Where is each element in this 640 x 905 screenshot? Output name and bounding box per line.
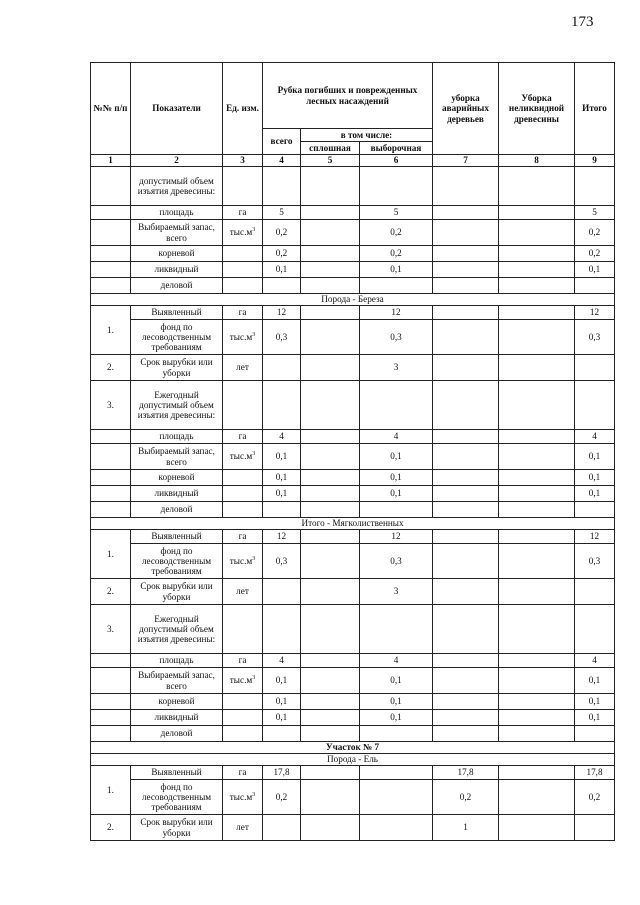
unit-cell	[223, 278, 263, 294]
value-total-all	[263, 278, 301, 294]
table-row	[91, 654, 615, 668]
column-number: 6	[360, 155, 433, 167]
row-number	[91, 726, 131, 742]
indicator-cell: Срок вырубки или уборки	[131, 815, 223, 841]
value-emergency	[433, 262, 499, 278]
value-emergency	[433, 444, 499, 470]
unit-cell: лет	[223, 579, 263, 605]
value-emergency	[433, 502, 499, 518]
indicator-cell: деловой	[131, 278, 223, 294]
value-clear	[301, 355, 360, 381]
indicator-cell: Срок вырубки или уборки	[131, 579, 223, 605]
value-illiquid	[499, 726, 575, 742]
value-total: 0,1	[575, 262, 615, 278]
row-number	[91, 262, 131, 278]
indicator-cell: Выявленный	[131, 766, 223, 780]
value-total: 0,3	[575, 544, 615, 579]
header-unit: Ед. изм.	[223, 63, 263, 155]
value-illiquid	[499, 766, 575, 780]
value-selective: 12	[360, 306, 433, 320]
unit-cell: га	[223, 430, 263, 444]
unit-cell	[223, 694, 263, 710]
value-total	[575, 381, 615, 430]
row-number: 2.	[91, 815, 131, 841]
value-emergency	[433, 579, 499, 605]
value-illiquid	[499, 206, 575, 220]
unit-cell: $тыс.м^3$	[223, 544, 263, 579]
unit-cell: га	[223, 206, 263, 220]
indicator-cell: деловой	[131, 726, 223, 742]
value-illiquid	[499, 220, 575, 246]
unit-cell: $тыс.м^3$	[223, 220, 263, 246]
table-row	[91, 710, 615, 726]
table-row	[91, 815, 615, 841]
unit-cell	[223, 605, 263, 654]
unit-cell: $тыс.м^3$	[223, 320, 263, 355]
value-total-all: 17,8	[263, 766, 301, 780]
unit-cell: га	[223, 306, 263, 320]
value-emergency	[433, 694, 499, 710]
value-total-all: 0,2	[263, 220, 301, 246]
value-emergency	[433, 278, 499, 294]
value-illiquid	[499, 668, 575, 694]
row-number	[91, 278, 131, 294]
value-total: 0,1	[575, 694, 615, 710]
value-total-all: 12	[263, 530, 301, 544]
value-illiquid	[499, 486, 575, 502]
section-title: Итого - Мягколиственных	[91, 518, 615, 530]
section-title: Порода - Ель	[91, 754, 615, 766]
value-total-all: 4	[263, 430, 301, 444]
value-total-all: 0,2	[263, 780, 301, 815]
row-number	[91, 486, 131, 502]
value-clear	[301, 579, 360, 605]
value-selective: 0,1	[360, 694, 433, 710]
table-row	[91, 780, 615, 815]
value-total: 0,1	[575, 444, 615, 470]
value-selective	[360, 381, 433, 430]
value-total-all	[263, 815, 301, 841]
header-illiquid: Уборка неликвидной древесины	[499, 63, 575, 155]
table-row	[91, 579, 615, 605]
value-total-all: 0,1	[263, 486, 301, 502]
value-total: 0,2	[575, 220, 615, 246]
value-total-all: 5	[263, 206, 301, 220]
value-total-all: 0,1	[263, 262, 301, 278]
indicator-cell: ликвидный	[131, 262, 223, 278]
value-illiquid	[499, 430, 575, 444]
section-title: Порода - Береза	[91, 294, 615, 306]
value-clear	[301, 470, 360, 486]
value-selective: 0,2	[360, 220, 433, 246]
unit-cell	[223, 167, 263, 206]
value-total: 4	[575, 654, 615, 668]
value-emergency	[433, 220, 499, 246]
value-selective	[360, 726, 433, 742]
value-illiquid	[499, 355, 575, 381]
section-row	[91, 742, 615, 754]
section-row	[91, 754, 615, 766]
value-total	[575, 167, 615, 206]
value-illiquid	[499, 246, 575, 262]
column-number: 8	[499, 155, 575, 167]
column-number: 7	[433, 155, 499, 167]
table-row	[91, 278, 615, 294]
value-total-all: 0,1	[263, 710, 301, 726]
row-number	[91, 694, 131, 710]
value-total-all	[263, 579, 301, 605]
value-selective: 0,2	[360, 246, 433, 262]
value-total-all	[263, 502, 301, 518]
value-emergency	[433, 306, 499, 320]
value-clear	[301, 206, 360, 220]
value-illiquid	[499, 444, 575, 470]
unit-cell	[223, 486, 263, 502]
value-clear	[301, 668, 360, 694]
value-total: 4	[575, 430, 615, 444]
indicator-cell: Ежегодный допустимый объем изъятия древесины:	[131, 605, 223, 654]
indicator-cell: площадь	[131, 430, 223, 444]
indicator-cell: Выбираемый запас, всего	[131, 668, 223, 694]
row-number: 1.	[91, 306, 131, 355]
table-row	[91, 355, 615, 381]
value-total-all: 0,1	[263, 444, 301, 470]
section-row	[91, 294, 615, 306]
value-clear	[301, 710, 360, 726]
value-selective: 3	[360, 355, 433, 381]
value-total-all	[263, 381, 301, 430]
indicator-cell: допустимый объем изъятия древесины:	[131, 167, 223, 206]
value-illiquid	[499, 167, 575, 206]
column-numbers-row	[91, 155, 615, 167]
unit-cell: $тыс.м^3$	[223, 780, 263, 815]
header-emergency: уборка аварийных деревьев	[433, 63, 499, 155]
value-emergency	[433, 668, 499, 694]
value-emergency	[433, 246, 499, 262]
header-selective: выборочная	[360, 142, 433, 155]
table-row	[91, 766, 615, 780]
value-emergency	[433, 710, 499, 726]
value-total-all: 0,2	[263, 246, 301, 262]
table-body	[91, 167, 615, 841]
row-number	[91, 654, 131, 668]
value-clear	[301, 320, 360, 355]
value-emergency: 1	[433, 815, 499, 841]
value-selective: 3	[360, 579, 433, 605]
unit-cell	[223, 470, 263, 486]
value-total-all: 0,1	[263, 694, 301, 710]
unit-cell: лет	[223, 355, 263, 381]
table-row	[91, 167, 615, 206]
value-emergency	[433, 381, 499, 430]
value-total	[575, 815, 615, 841]
table-row	[91, 206, 615, 220]
value-selective: 0,1	[360, 470, 433, 486]
value-emergency	[433, 530, 499, 544]
header-including: в том числе:	[301, 129, 433, 142]
indicator-cell: Ежегодный допустимый объем изъятия древесины:	[131, 381, 223, 430]
row-number	[91, 470, 131, 486]
value-total: 0,3	[575, 320, 615, 355]
value-illiquid	[499, 502, 575, 518]
value-total	[575, 355, 615, 381]
value-selective	[360, 278, 433, 294]
value-emergency	[433, 605, 499, 654]
row-number: 1.	[91, 766, 131, 815]
indicator-cell: корневой	[131, 470, 223, 486]
value-illiquid	[499, 605, 575, 654]
column-number: 2	[131, 155, 223, 167]
page-number: 173	[571, 14, 594, 30]
value-total	[575, 502, 615, 518]
value-selective	[360, 167, 433, 206]
value-clear	[301, 246, 360, 262]
indicator-cell: Выбираемый запас, всего	[131, 444, 223, 470]
unit-cell: га	[223, 654, 263, 668]
value-emergency	[433, 726, 499, 742]
value-total: 12	[575, 530, 615, 544]
value-selective: 12	[360, 530, 433, 544]
value-emergency	[433, 544, 499, 579]
value-illiquid	[499, 320, 575, 355]
table-row	[91, 605, 615, 654]
header-felling-group: Рубка погибших и поврежденных лесных насаждений	[263, 63, 433, 129]
value-selective: 0,1	[360, 444, 433, 470]
indicator-cell: площадь	[131, 206, 223, 220]
value-illiquid	[499, 710, 575, 726]
indicator-cell: корневой	[131, 246, 223, 262]
row-number: 3.	[91, 381, 131, 430]
value-clear	[301, 262, 360, 278]
value-clear	[301, 726, 360, 742]
value-clear	[301, 544, 360, 579]
value-clear	[301, 381, 360, 430]
table-row	[91, 530, 615, 544]
value-illiquid	[499, 694, 575, 710]
column-number: 3	[223, 155, 263, 167]
value-emergency: 0,2	[433, 780, 499, 815]
value-total-all: 0,1	[263, 668, 301, 694]
indicator-cell: ликвидный	[131, 486, 223, 502]
value-clear	[301, 430, 360, 444]
unit-cell: $тыс.м^3$	[223, 444, 263, 470]
value-total-all: 0,3	[263, 320, 301, 355]
value-total-all	[263, 605, 301, 654]
value-total-all: 4	[263, 654, 301, 668]
unit-cell	[223, 726, 263, 742]
value-total: 0,1	[575, 486, 615, 502]
table-row	[91, 668, 615, 694]
value-clear	[301, 780, 360, 815]
value-illiquid	[499, 470, 575, 486]
unit-cell: $тыс.м^3$	[223, 668, 263, 694]
value-total-all: 0,3	[263, 544, 301, 579]
forestry-table	[90, 62, 615, 841]
row-number: 2.	[91, 355, 131, 381]
value-selective	[360, 815, 433, 841]
column-number: 1	[91, 155, 131, 167]
indicator-cell: фонд по лесоводственным требованиям	[131, 544, 223, 579]
value-clear	[301, 278, 360, 294]
unit-cell	[223, 246, 263, 262]
value-selective	[360, 766, 433, 780]
table-row	[91, 262, 615, 278]
row-number	[91, 206, 131, 220]
value-clear	[301, 502, 360, 518]
value-total-all: 0,1	[263, 470, 301, 486]
indicator-cell: корневой	[131, 694, 223, 710]
value-emergency	[433, 470, 499, 486]
row-number: 1.	[91, 530, 131, 579]
value-total	[575, 278, 615, 294]
row-number	[91, 444, 131, 470]
value-total-all	[263, 726, 301, 742]
value-total: 12	[575, 306, 615, 320]
value-total: 0,1	[575, 470, 615, 486]
value-clear	[301, 654, 360, 668]
value-illiquid	[499, 815, 575, 841]
indicator-cell: Выявленный	[131, 306, 223, 320]
value-illiquid	[499, 262, 575, 278]
unit-cell: га	[223, 530, 263, 544]
value-total	[575, 579, 615, 605]
header-indicator: Показатели	[131, 63, 223, 155]
value-clear	[301, 605, 360, 654]
value-selective: 0,3	[360, 320, 433, 355]
value-total: 17,8	[575, 766, 615, 780]
value-emergency: 17,8	[433, 766, 499, 780]
value-illiquid	[499, 381, 575, 430]
indicator-cell: деловой	[131, 502, 223, 518]
value-total-all	[263, 167, 301, 206]
indicator-cell: площадь	[131, 654, 223, 668]
value-emergency	[433, 167, 499, 206]
table-row	[91, 246, 615, 262]
row-number	[91, 220, 131, 246]
value-illiquid	[499, 530, 575, 544]
value-emergency	[433, 355, 499, 381]
unit-cell: лет	[223, 815, 263, 841]
value-clear	[301, 306, 360, 320]
row-number	[91, 246, 131, 262]
indicator-cell: Выбираемый запас, всего	[131, 220, 223, 246]
table-row	[91, 220, 615, 246]
value-clear	[301, 766, 360, 780]
table-row	[91, 694, 615, 710]
header-clear: сплошная	[301, 142, 360, 155]
value-selective: 0,1	[360, 486, 433, 502]
value-emergency	[433, 486, 499, 502]
table-row	[91, 726, 615, 742]
table-row	[91, 470, 615, 486]
value-selective	[360, 780, 433, 815]
section-title: Участок № 7	[91, 742, 615, 754]
column-number: 5	[301, 155, 360, 167]
row-number: 2.	[91, 579, 131, 605]
row-number	[91, 167, 131, 206]
value-total: 0,2	[575, 780, 615, 815]
value-total	[575, 605, 615, 654]
value-illiquid	[499, 544, 575, 579]
table-row	[91, 486, 615, 502]
row-number	[91, 430, 131, 444]
value-emergency	[433, 430, 499, 444]
header-num: №№ п/п	[91, 63, 131, 155]
column-number: 4	[263, 155, 301, 167]
unit-cell: га	[223, 766, 263, 780]
value-selective: 0,3	[360, 544, 433, 579]
table-row	[91, 544, 615, 579]
value-selective: 5	[360, 206, 433, 220]
value-clear	[301, 167, 360, 206]
header-total-all: всего	[263, 129, 301, 155]
indicator-cell: Срок вырубки или уборки	[131, 355, 223, 381]
column-number: 9	[575, 155, 615, 167]
value-emergency	[433, 320, 499, 355]
value-clear	[301, 694, 360, 710]
value-selective: 4	[360, 430, 433, 444]
value-selective	[360, 502, 433, 518]
value-emergency	[433, 654, 499, 668]
value-illiquid	[499, 278, 575, 294]
value-selective: 0,1	[360, 668, 433, 694]
indicator-cell: фонд по лесоводственным требованиям	[131, 320, 223, 355]
value-clear	[301, 530, 360, 544]
table-row	[91, 306, 615, 320]
value-total	[575, 726, 615, 742]
table-row	[91, 502, 615, 518]
indicator-cell: Выявленный	[131, 530, 223, 544]
value-clear	[301, 486, 360, 502]
section-row	[91, 518, 615, 530]
value-clear	[301, 815, 360, 841]
value-illiquid	[499, 654, 575, 668]
value-illiquid	[499, 579, 575, 605]
value-clear	[301, 444, 360, 470]
value-total: 5	[575, 206, 615, 220]
value-total-all	[263, 355, 301, 381]
value-illiquid	[499, 306, 575, 320]
value-illiquid	[499, 780, 575, 815]
unit-cell	[223, 502, 263, 518]
indicator-cell: ликвидный	[131, 710, 223, 726]
value-selective: 4	[360, 654, 433, 668]
value-total: 0,2	[575, 246, 615, 262]
row-number	[91, 668, 131, 694]
value-selective	[360, 605, 433, 654]
value-total-all: 12	[263, 306, 301, 320]
row-number	[91, 710, 131, 726]
value-emergency	[433, 206, 499, 220]
indicator-cell: фонд по лесоводственным требованиям	[131, 780, 223, 815]
table-row	[91, 320, 615, 355]
table-row	[91, 430, 615, 444]
value-total: 0,1	[575, 710, 615, 726]
row-number: 3.	[91, 605, 131, 654]
unit-cell	[223, 262, 263, 278]
table-row	[91, 381, 615, 430]
row-number	[91, 502, 131, 518]
unit-cell	[223, 381, 263, 430]
value-clear	[301, 220, 360, 246]
table-row	[91, 444, 615, 470]
value-total: 0,1	[575, 668, 615, 694]
value-selective: 0,1	[360, 262, 433, 278]
unit-cell	[223, 710, 263, 726]
header-total: Итого	[575, 63, 615, 155]
value-selective: 0,1	[360, 710, 433, 726]
